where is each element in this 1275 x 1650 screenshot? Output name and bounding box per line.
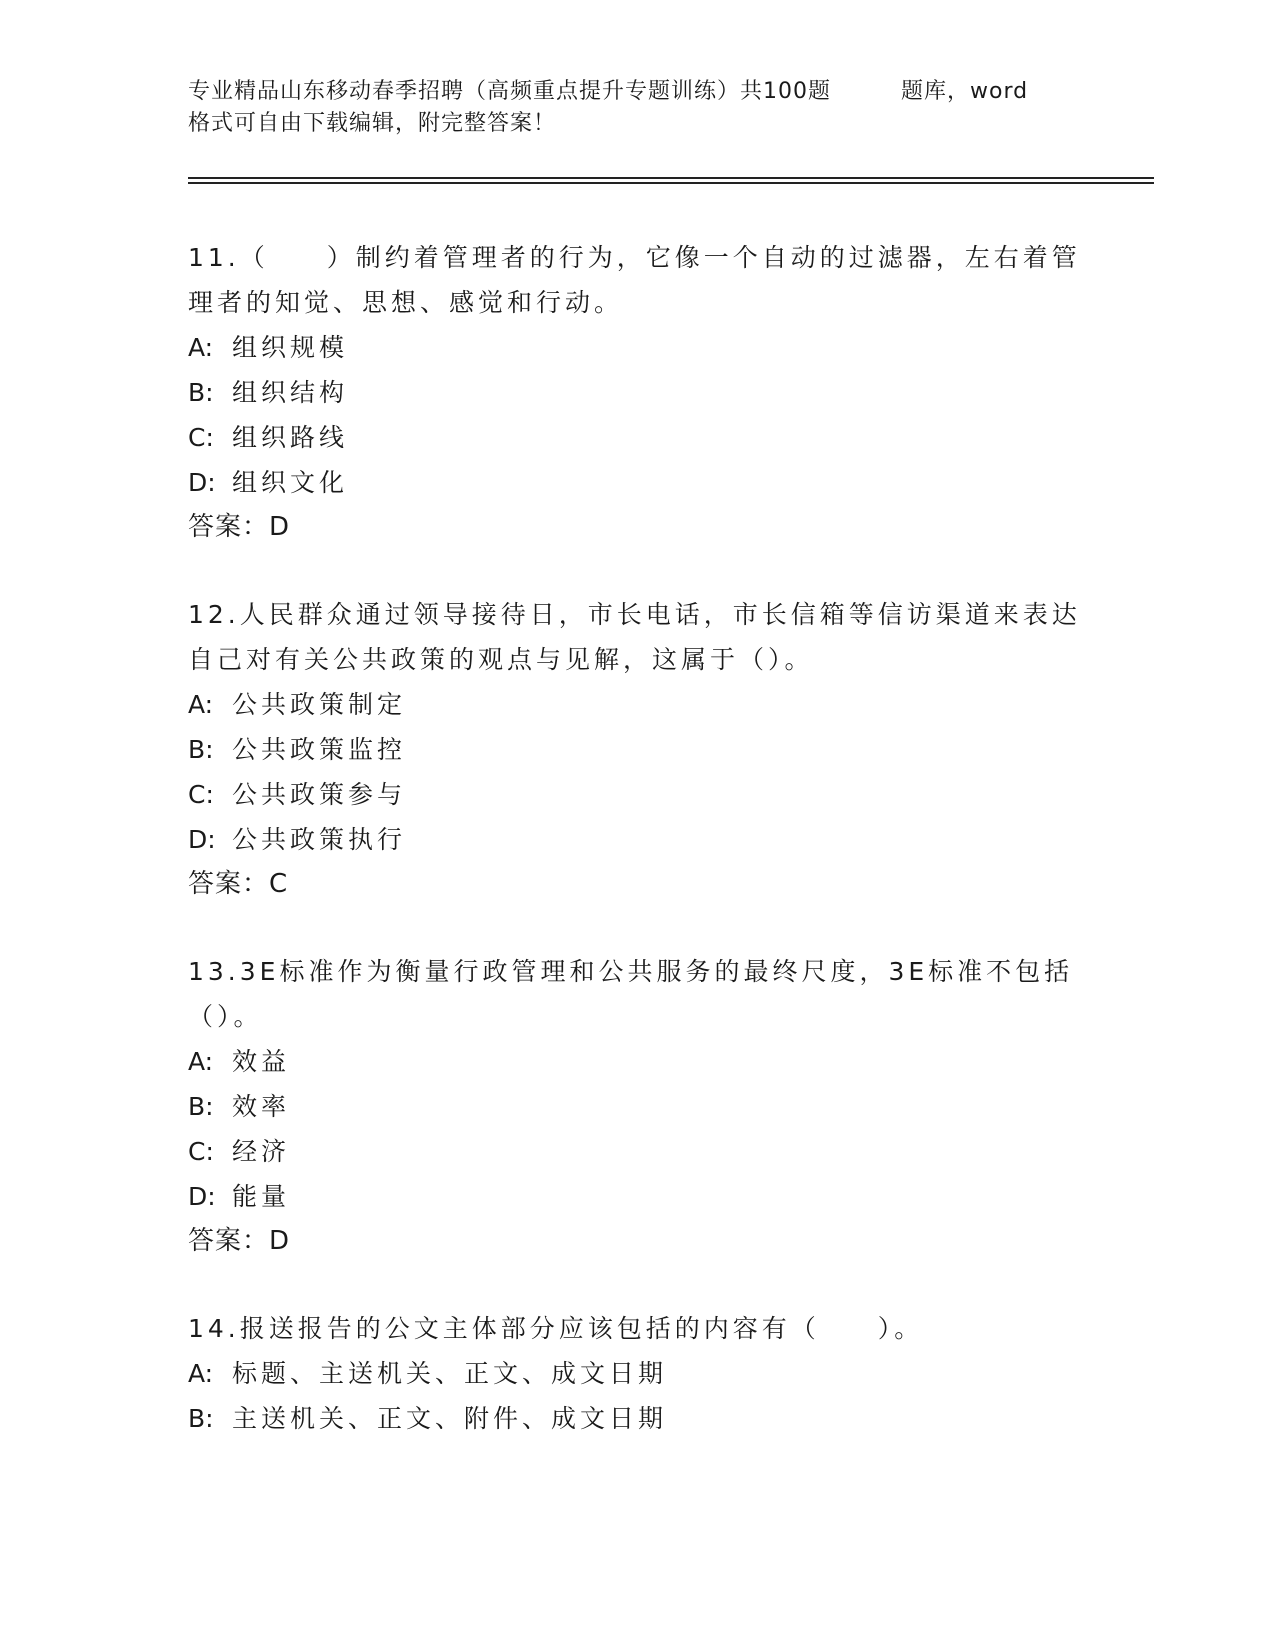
question-text: 13.3E标准作为衡量行政管理和公共服务的最终尺度，3E标准不包括（）。 <box>188 957 1074 1031</box>
option-b <box>188 727 1088 772</box>
option-b <box>188 1396 1088 1441</box>
option-text: 公共政策制定 <box>232 690 407 719</box>
question-text: 14.报送报告的公文主体部分应该包括的内容有（ ）。 <box>188 1314 924 1343</box>
question-text: 11.（ ）制约着管理者的行为，它像一个自动的过滤器，左右着管理者的知觉、思想、感觉和行动。 <box>188 243 1081 317</box>
header-divider-bottom <box>188 182 1154 184</box>
answer-line: 答案：D <box>188 512 291 542</box>
option-c <box>188 1129 1088 1174</box>
header-line-2: 格式可自由下载编辑，附完整答案！ <box>188 111 557 136</box>
option-key: D: <box>188 1182 216 1211</box>
option-a <box>188 325 1088 370</box>
option-key: A: <box>188 1047 214 1076</box>
option-key: B: <box>188 1404 214 1433</box>
option-key: D: <box>188 825 216 854</box>
header-line-1 <box>188 76 1088 108</box>
answer-line: 答案：D <box>188 1226 291 1256</box>
option-text: 组织结构 <box>232 378 349 407</box>
option-d <box>188 1174 1088 1219</box>
option-key: A: <box>188 690 214 719</box>
question-12 <box>188 592 1088 907</box>
question-11 <box>188 235 1088 550</box>
option-text: 主送机关、正文、附件、成文日期 <box>232 1404 668 1433</box>
option-b <box>188 1084 1088 1129</box>
option-text: 效益 <box>232 1047 291 1076</box>
option-key: A: <box>188 333 214 362</box>
option-text: 经济 <box>232 1137 291 1166</box>
option-text: 效率 <box>232 1092 291 1121</box>
option-key: A: <box>188 1359 214 1388</box>
option-text: 公共政策参与 <box>232 780 407 809</box>
option-key: D: <box>188 468 216 497</box>
option-text: 公共政策执行 <box>232 825 407 854</box>
option-b <box>188 370 1088 415</box>
question-14 <box>188 1306 1088 1441</box>
header-divider-top <box>188 177 1154 179</box>
option-a <box>188 1351 1088 1396</box>
option-text: 组织规模 <box>232 333 349 362</box>
option-text: 组织文化 <box>232 468 349 497</box>
option-d <box>188 460 1088 505</box>
option-text: 标题、主送机关、正文、成文日期 <box>232 1359 668 1388</box>
answer-line: 答案：C <box>188 869 289 899</box>
option-key: C: <box>188 1137 214 1166</box>
option-key: C: <box>188 423 214 452</box>
option-text: 组织路线 <box>232 423 349 452</box>
option-key: B: <box>188 378 214 407</box>
option-text: 公共政策监控 <box>232 735 407 764</box>
option-c <box>188 415 1088 460</box>
header-title: 专业精品山东移动春季招聘（高频重点提升专题训练）共100题 <box>188 79 831 104</box>
option-a <box>188 682 1088 727</box>
question-text: 12.人民群众通过领导接待日，市长电话，市长信箱等信访渠道来表达自己对有关公共政策的观点与见解，这属于（）。 <box>188 600 1081 674</box>
document-header <box>188 76 1088 140</box>
question-13 <box>188 949 1088 1264</box>
option-d <box>188 817 1088 862</box>
option-text: 能量 <box>232 1182 291 1211</box>
option-key: C: <box>188 780 214 809</box>
option-a <box>188 1039 1088 1084</box>
header-title-suffix: 题库，word <box>901 79 1029 104</box>
option-key: B: <box>188 1092 214 1121</box>
question-list <box>188 235 1088 1483</box>
option-c <box>188 772 1088 817</box>
option-key: B: <box>188 735 214 764</box>
